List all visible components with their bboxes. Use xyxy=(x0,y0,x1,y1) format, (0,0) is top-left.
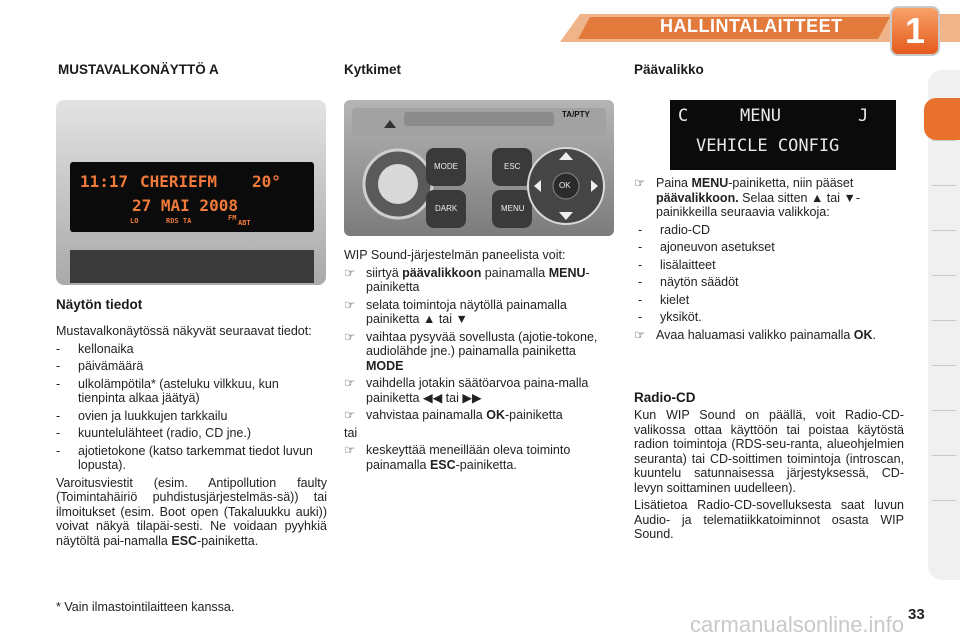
control-panel-photo xyxy=(344,100,614,236)
display-info-text xyxy=(56,324,327,548)
list-item: - ajotietokone (katso tarkemmat tiedot luvun lopusta). xyxy=(56,443,313,472)
list-item: ☞ vahvistaa painamalla OK-painiketta xyxy=(344,408,563,422)
list-item: - ovien ja luukkujen tarkkailu xyxy=(56,408,228,423)
menu-option: - yksiköt. xyxy=(638,310,702,324)
menu-screen xyxy=(670,100,896,170)
menu-button[interactable]: MENU xyxy=(501,204,525,213)
controls-intro: WIP Sound-järjestelmän paneelista voit: xyxy=(344,248,566,262)
menu-option: - lisälaitteet xyxy=(638,257,716,272)
radio-cd-paragraph-2: Lisätietoa Radio-CD-sovelluksesta saat luvun Audio- ja telematiikkatoiminnot osasta WIP Sound. xyxy=(634,498,904,541)
warning-messages-paragraph: Varoitusviestit (esim. Antipollution faulty (Toimintahäiriö puhdistusjärjestelmäs-sä)) tai ilmoitukset (esim. Boot open (Takaluukku auki)) voivat näkyä tilapäi-sesti. Ne voidaan pyyhkiä näytöltä pai-namalla ESC-painiketta. xyxy=(56,475,327,548)
main-menu-text xyxy=(634,176,904,345)
mode-button[interactable]: MODE xyxy=(434,162,458,171)
control-panel-graphic xyxy=(344,100,614,236)
list-item: ☞ vaihdella jotakin säätöarvoa paina-malla painiketta ◀◀ tai ▶▶ xyxy=(344,376,589,405)
list-item: ☞ selata toimintoja näytöllä painamalla painiketta ▲ tai ▼ xyxy=(344,297,567,326)
controls-list-2 xyxy=(344,443,616,472)
or-text: tai xyxy=(344,425,358,440)
display-info-heading: Näytön tiedot xyxy=(56,297,143,312)
display-date: 27 MAI 2008 xyxy=(132,196,238,215)
controls-text xyxy=(344,248,616,475)
display-info-intro: Mustavalkonäytössä näkyvät seuraavat tiedot: xyxy=(56,324,312,338)
watermark: carmanualsonline.info xyxy=(690,612,905,637)
display-lower-panel xyxy=(70,250,314,283)
menu-screen-bracket-right: J xyxy=(858,106,869,126)
section-title: HALLINTALAITTEET xyxy=(660,16,843,36)
list-item: - ulkolämpötila* (asteluku vilkkuu, kun tienpinta alkaa jäätyä) xyxy=(56,376,279,405)
esc-button[interactable]: ESC xyxy=(504,162,521,171)
list-item: - päivämäärä xyxy=(56,359,144,373)
radio-cd-text xyxy=(634,408,904,542)
main-menu-list xyxy=(634,176,904,220)
menu-option: - radio-CD xyxy=(638,222,711,237)
list-item: ☞ vaihtaa pysyvää sovellusta (ajotie-tokone, audiolähde jne.) painamalla painiketta MODE xyxy=(344,329,598,373)
controls-heading: Kytkimet xyxy=(344,62,402,77)
controls-list xyxy=(344,266,616,423)
display-heading: MUSTAVALKONÄYTTÖ A xyxy=(58,62,219,77)
list-item: ☞ Avaa haluamasi valikko painamalla OK. xyxy=(634,327,877,342)
radio-cd-paragraph-1: Kun WIP Sound on päällä, voit Radio-CD-valikossa ottaa käyttöön tai poistaa käytöstä radion toimintoja (RDS-seu-ranta, alueohjelmien seuranta) tai CD-soittimen toimintoja (introscan, kuuntelu satunnaisessa järjestyksessä, CD-levyn soittaminen uudelleen). xyxy=(634,408,904,495)
menu-option: - kielet xyxy=(638,292,690,307)
display-indicator-rds: RDS TA xyxy=(166,217,192,225)
menu-options-list xyxy=(638,223,904,325)
ta-pty-button[interactable]: TA/PTY xyxy=(562,110,590,119)
footnote: * Vain ilmastointilaitteen kanssa. xyxy=(56,600,235,614)
display-screen xyxy=(70,162,314,232)
display-indicator-fm: FM xyxy=(228,214,237,222)
page-number: 33 xyxy=(908,606,925,623)
display-station: CHERIEFM xyxy=(140,172,218,191)
menu-option: - ajoneuvon asetukset xyxy=(638,240,775,254)
main-menu-heading: Päävalikko xyxy=(634,62,704,77)
chapter-number: 1 xyxy=(890,6,940,56)
display-time: 11:17 xyxy=(80,172,129,191)
radio-cd-heading: Radio-CD xyxy=(634,390,696,405)
active-chapter-tab[interactable] xyxy=(924,98,960,140)
menu-screen-title: MENU xyxy=(740,106,781,126)
list-item: - kuuntelulähteet (radio, CD jne.) xyxy=(56,426,252,440)
list-item: ☞ siirtyä päävalikkoon painamalla MENU-painiketta xyxy=(344,265,590,294)
display-temperature: 20° xyxy=(252,172,281,191)
display-indicator-abt: ABT xyxy=(238,219,251,227)
menu-screen-item: VEHICLE CONFIG xyxy=(696,136,840,156)
ok-button[interactable]: OK xyxy=(559,181,571,190)
chapter-tab-strip xyxy=(928,70,960,580)
display-info-list xyxy=(56,342,327,473)
menu-option: - näytön säädöt xyxy=(638,275,739,289)
list-item: - kellonaika xyxy=(56,341,134,356)
main-menu-list-2 xyxy=(634,328,904,343)
list-item: ☞ keskeyttää meneillään oleva toiminto painamalla ESC-painiketta. xyxy=(344,443,571,472)
menu-screen-bracket-left: C xyxy=(678,106,689,126)
dark-button[interactable]: DARK xyxy=(435,204,458,213)
list-item: ☞ Paina MENU-painiketta, niin pääset päävalikkoon. Selaa sitten ▲ tai ▼-painikkeilla seuraavia valikkoja: xyxy=(634,176,861,219)
display-indicator-lo: LO xyxy=(130,217,139,225)
